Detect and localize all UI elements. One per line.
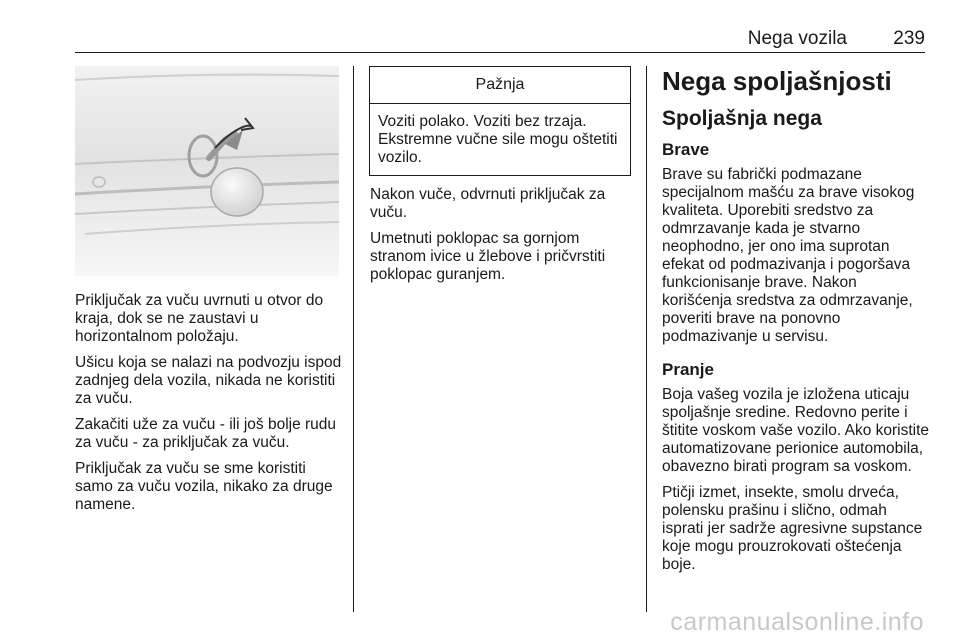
caution-box (369, 66, 631, 176)
paragraph: Boja vašeg vozila je izložena uticaju spoljašnje sredine. Redovno perite i štitite voskom vaše vozilo. Ako koristite automatizovane perionice automobila, obavezno birati program sa voskom. (662, 386, 930, 475)
paragraph: Nakon vuče, odvrnuti priključak za vuču. (370, 186, 606, 221)
caution-title: Pažnja (370, 67, 630, 104)
column-3 (662, 66, 930, 582)
page-number: 239 (893, 28, 925, 49)
paragraph: Ptičji izmet, insekte, smolu drveća, polensku prašinu i slično, odmah isprati jer sadrže agresivne supstance koje mogu prouzrokovati oštećenja boje. (662, 484, 923, 573)
paragraph: Umetnuti poklopac sa gornjom stranom ivice u žlebove i pričvrstiti poklopac guranjem. (370, 230, 606, 283)
chapter-heading: Nega spoljašnjosti (662, 66, 892, 96)
column-2 (370, 186, 632, 292)
column-divider-right (646, 66, 647, 612)
paragraph: Ušicu koja se nalazi na podvozju ispod zadnjeg dela vozila, nikada ne koristiti za vuču. (75, 354, 342, 407)
column-1 (75, 292, 343, 522)
paragraph: Brave su fabrički podmazane specijalnom mašću za brave visokog kvaliteta. Uporebiti sredstvo za odmrzavanje kada je stvarno neophodno, jer ono ima suprotan efekat od podmazivanja i pogoršava funkcionisanje brave. Nakon korišćenja sredstva za odmrzavanje, poveriti brave na ponovno podmazivanje u servisu. (662, 166, 915, 345)
paragraph: Priključak za vuču uvrnuti u otvor do kraja, dok se ne zaustavi u horizontalnom položaju. (75, 292, 324, 345)
watermark: carmanualsonline.info (670, 608, 924, 636)
page-header (75, 24, 925, 53)
tow-eye-illustration (75, 66, 339, 276)
paragraph: Zakačiti uže za vuču - ili još bolje rudu za vuču - za priključak za vuču. (75, 416, 337, 451)
column-divider-left (353, 66, 354, 612)
section-title: Nega vozila (747, 28, 847, 49)
section-heading: Spoljašnja nega (662, 107, 822, 130)
subsection-title-brave: Brave (662, 140, 710, 159)
paragraph: Priključak za vuču se sme koristiti samo za vuču vozila, nikako za druge namene. (75, 460, 333, 513)
caution-text: Voziti polako. Voziti bez trzaja. Ekstremne vučne sile mogu oštetiti vozilo. (378, 113, 618, 166)
subsection-title-pranje: Pranje (662, 360, 714, 379)
